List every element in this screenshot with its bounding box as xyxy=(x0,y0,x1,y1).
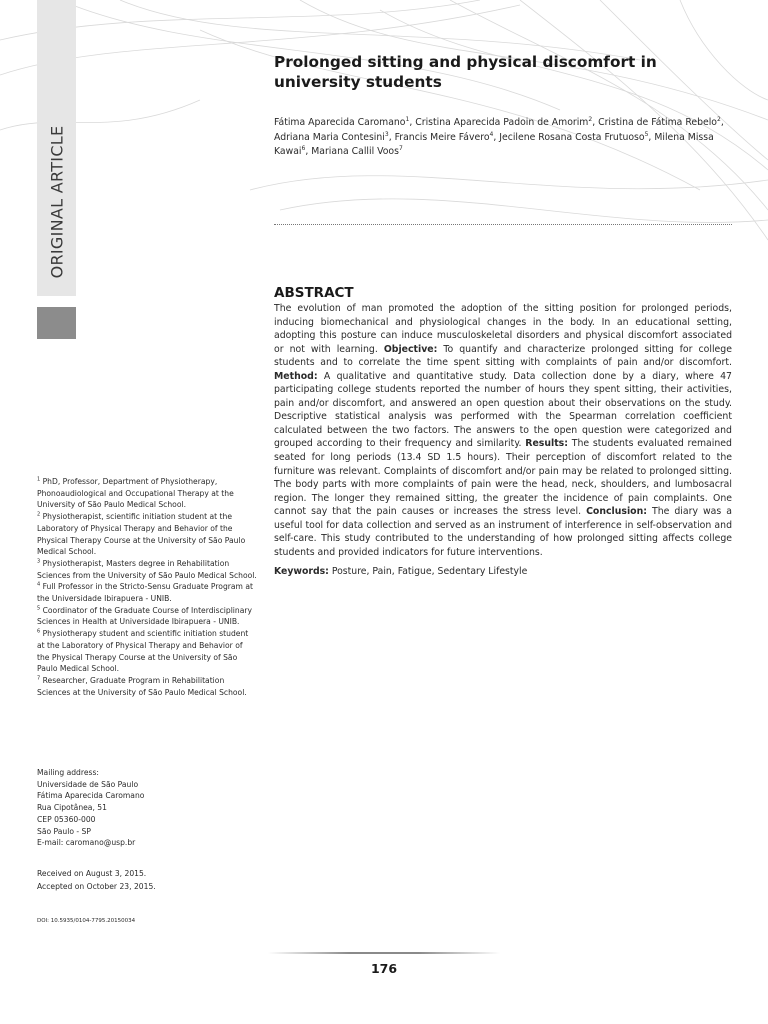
author-affiliation-number: 5 xyxy=(644,130,649,138)
submission-dates xyxy=(37,867,257,893)
section-label: ORIGINAL ARTICLE xyxy=(47,125,67,279)
author-affiliation-number: 1 xyxy=(405,115,410,123)
author-list: Fátima Aparecida Caromano$^1$, Cristina Aparecida Padoin de Amorim$^2$, Cristina de Fátima Rebelo$^2$, Adriana Maria Contesini$^3$, Francis Meire Fávero$^4$, Jecilene Rosana Costa Frutuoso$^5$, Milena Missa Kawai$^6$, Mariana Callil Voos$^7$ xyxy=(274,115,724,157)
keywords-text: Posture, Pain, Fatigue, Sedentary Lifestyle xyxy=(331,566,528,577)
footnote-text: Coordinator of the Graduate Course of Interdisciplinary Sciences in Health at Universidade Ibirapuera - UNIB. xyxy=(37,605,253,627)
abstract-conclusion: The diary was a useful tool for data collection and served as an instrument of interference in self-observation and self-care. This study contributed to the understanding of how prolonged sitting affects college students and provided indicators for future interventions. xyxy=(274,506,732,558)
footnote xyxy=(37,605,257,628)
footnote xyxy=(37,581,257,604)
article-title: Prolonged sitting and physical discomfort in university students xyxy=(274,53,657,91)
method-label: Method: xyxy=(274,370,318,382)
footnote-text: Physiotherapist, Masters degree in Rehabilitation Sciences from the University of São Paulo Medical School. xyxy=(37,558,257,580)
author-name: Jecilene Rosana Costa Frutuoso xyxy=(499,131,645,143)
author-name: Fátima Aparecida Caromano xyxy=(274,117,406,128)
footnote-number: 4 xyxy=(37,581,41,588)
footnote-text: PhD, Professor, Department of Physiotherapy, Phonoaudiological and Occupational Therapy at the University of São Paulo Medical School. xyxy=(37,477,234,510)
footnote xyxy=(37,628,257,675)
footnote-number: 2 xyxy=(37,511,41,518)
mailing-heading: Mailing address: xyxy=(37,768,99,777)
footnote-text: Researcher, Graduate Program in Rehabilitation Sciences at the University of São Paulo Medical School. xyxy=(37,675,247,697)
footnote xyxy=(37,476,257,511)
author-affiliation-number: 2 xyxy=(716,115,721,123)
author-affiliation-number: 7 xyxy=(398,144,403,152)
author-name: Milena Missa Kawai xyxy=(274,131,714,157)
author-name: Francis Meire Fávero xyxy=(394,131,490,143)
results-label: Results: xyxy=(525,438,568,450)
author-affiliation-number: 6 xyxy=(301,144,306,152)
abstract-body xyxy=(274,302,732,559)
mailing-address xyxy=(37,767,257,849)
abstract-results: The students evaluated remained seated for long periods (13.4 SD 1.5 hours). Their perception of discomfort related to the furniture was relevant. Complaints of discomfort and/or pain may be related to prolonged sitting. The body parts with more complaints of pain were the head, neck, shoulders, and lumbosacral region. The longer they remained sitting, the greater the incidence of pain complaints. One cannot say that the pain causes or increases the stress level. xyxy=(274,438,732,518)
page-number: 176 xyxy=(370,961,398,976)
author-affiliation-number: 2 xyxy=(588,115,593,123)
abstract-intro: The evolution of man promoted the adoption of the sitting position for prolonged periods, inducing biomechanical and physiological changes in the body. In an educational setting, adopting this posture can induce musculoskeletal disorders and physical discomfort associated or not with learning. xyxy=(274,303,732,355)
mailing-line: Rua Cipotânea, 51 xyxy=(37,803,107,813)
mailing-line: São Paulo - SP xyxy=(37,826,91,836)
footnote-number: 6 xyxy=(37,628,41,635)
author-affiliation-number: 3 xyxy=(384,130,389,138)
mailing-email: E-mail: caromano@usp.br xyxy=(37,838,136,848)
abstract-method: A qualitative and quantitative study. Data collection done by a diary, where 47 participating college students reported the number of hours they spent sitting, their activities, pain and/or discomfort, and answered an open question about their observations on the study. Descriptive statistical analysis was performed with the Spearman correlation coefficient calculated between the two factors. The answers to the open question were categorized and grouped according to their frequency and similarity. xyxy=(274,370,732,450)
conclusion-label: Conclusion: xyxy=(586,506,647,518)
footnote xyxy=(37,675,257,698)
author-name: Cristina de Fátima Rebelo xyxy=(598,117,717,128)
footnote-text: Full Professor in the Stricto-Sensu Graduate Program at the Universidade Ibirapuera - UNIB. xyxy=(37,582,253,604)
footer-rule xyxy=(268,952,500,954)
separator-dotted-line xyxy=(274,224,732,225)
keywords xyxy=(274,565,732,578)
section-block xyxy=(37,307,76,339)
footnote-number: 5 xyxy=(37,605,41,612)
footnote-number: 3 xyxy=(37,558,41,565)
author-name: Cristina Aparecida Padoin de Amorim xyxy=(415,117,589,128)
mailing-line: Fátima Aparecida Caromano xyxy=(37,791,145,801)
doi: DOI: 10.5935/0104-7795.20150034 xyxy=(37,918,136,924)
mailing-line: Universidade de São Paulo xyxy=(37,779,139,789)
affiliation-footnotes xyxy=(37,476,257,698)
footnote-number: 7 xyxy=(37,675,41,682)
author-name: Adriana Maria Contesini xyxy=(274,131,385,143)
mailing-line: CEP 05360-000 xyxy=(37,814,96,824)
abstract-objective: To quantify and characterize prolonged sitting for college students and to correlate the time spent sitting with complaints of pain and/or discomfort. xyxy=(274,343,732,369)
footnote-text: Physiotherapist, scientific initiation student at the Laboratory of Physical Therapy and Behavior of the Physical Therapy Course at the University of São Paulo Medical School. xyxy=(37,512,246,557)
author-name: Mariana Callil Voos xyxy=(311,146,399,157)
footnote xyxy=(37,511,257,558)
abstract-heading: ABSTRACT xyxy=(274,285,354,301)
author-affiliation-number: 4 xyxy=(489,130,494,138)
keywords-label: Keywords: xyxy=(274,566,329,577)
footnote xyxy=(37,558,257,581)
footnote-number: 1 xyxy=(37,476,41,483)
received-date: Received on August 3, 2015. xyxy=(37,869,147,878)
objective-label: Objective: xyxy=(383,343,438,355)
footnote-text: Physiotherapy student and scientific initiation student at the Laboratory of Physical Therapy and Behavior of the Physical Therapy Course at the University of São Paulo Medical School. xyxy=(37,629,249,674)
accepted-date: Accepted on October 23, 2015. xyxy=(37,882,156,891)
